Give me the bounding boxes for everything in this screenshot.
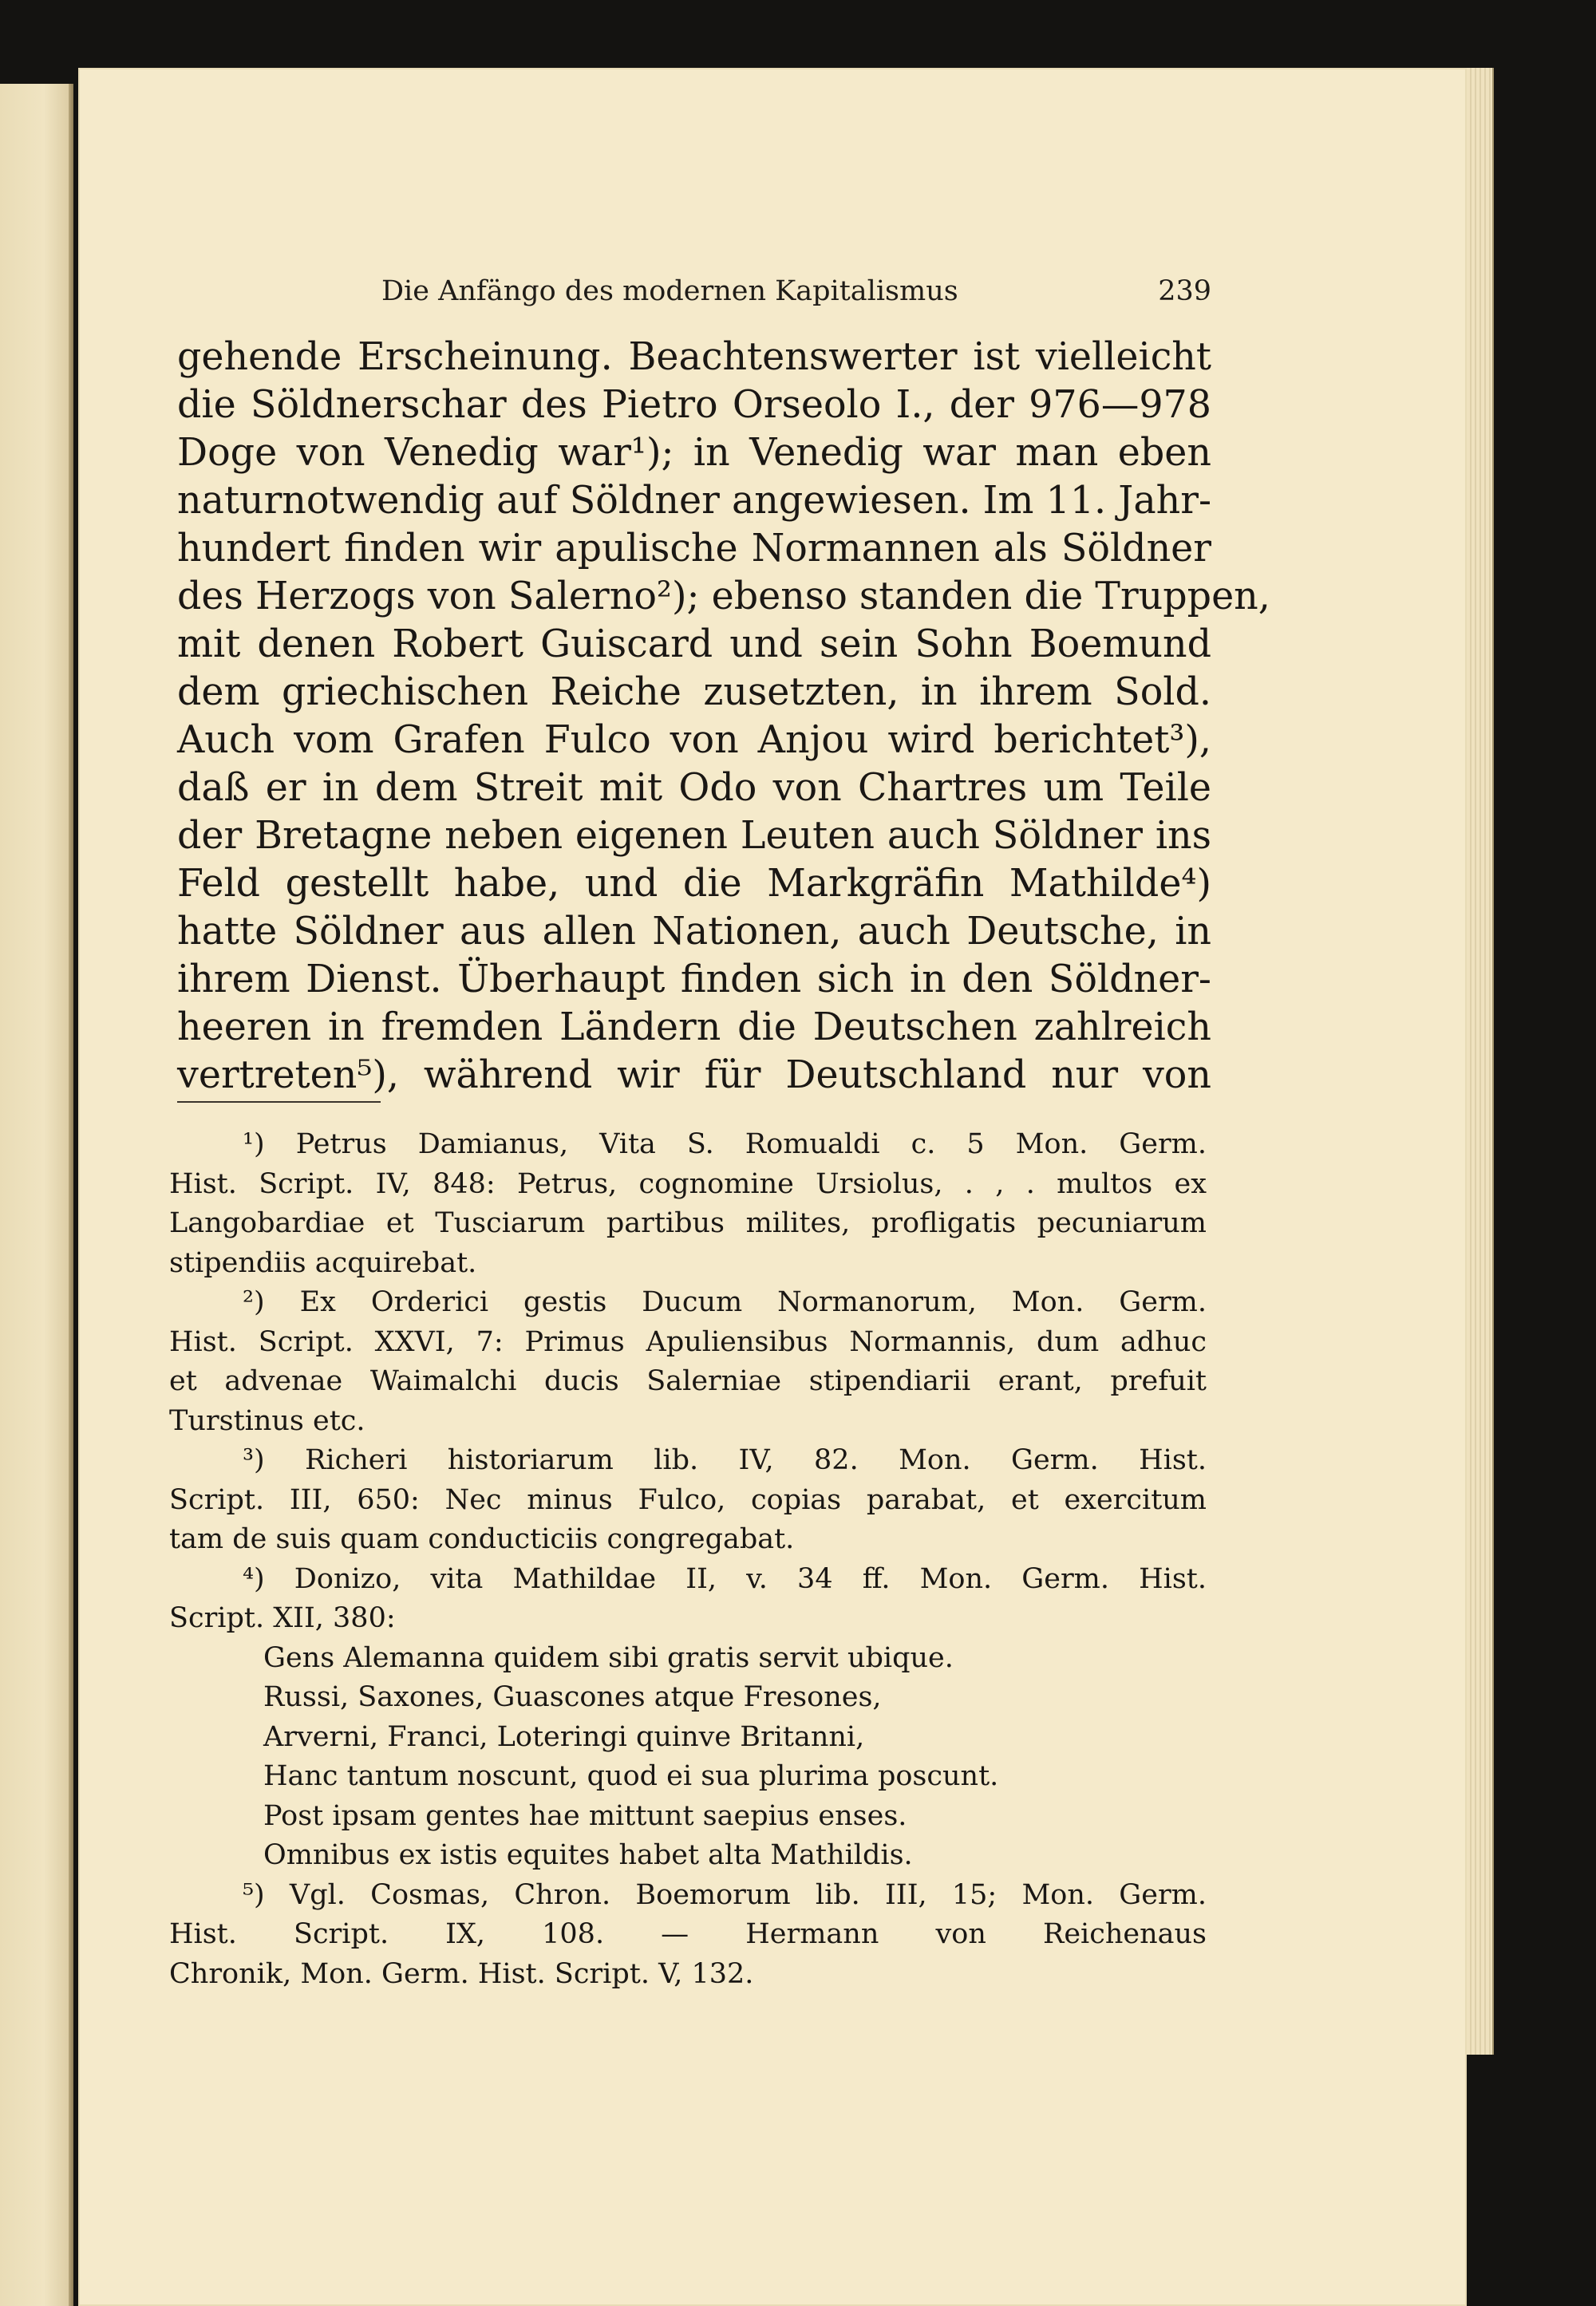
body-line: Feld gestellt habe, und die Markgräfin Mathilde⁴) xyxy=(177,862,1211,906)
page-number: 239 xyxy=(1158,275,1211,307)
body-line: daß er in dem Streit mit Odo von Chartres um Teile xyxy=(177,766,1211,810)
body-line: vertreten⁵), während wir für Deutschland nur von xyxy=(177,1053,1211,1097)
poem-verse: Gens Alemanna quidem sibi gratis servit ubique. xyxy=(263,1641,954,1674)
poem-verse: Arverni, Franci, Loteringi quinve Britanni, xyxy=(263,1720,865,1753)
footnote-line: ²) Ex Orderici gestis Ducum Normanorum, Mon. Germ. xyxy=(243,1286,1207,1318)
footnote-line: Turstinus etc. xyxy=(169,1404,365,1437)
footnote-line: ¹) Petrus Damianus, Vita S. Romualdi c. 5 Mon. Germ. xyxy=(243,1128,1207,1160)
body-line: die Söldnerschar des Pietro Orseolo I., der 976—978 xyxy=(177,383,1211,427)
footnote-line: Script. XII, 380: xyxy=(169,1602,396,1634)
footnote-4 xyxy=(169,1560,1207,1876)
body-line: ihrem Dienst. Überhaupt finden sich in den Söldner- xyxy=(177,958,1211,1001)
body-line: Auch vom Grafen Fulco von Anjou wird berichtet³), xyxy=(177,718,1211,762)
footnote-5 xyxy=(169,1876,1207,1995)
footnote-1 xyxy=(169,1125,1207,1283)
footnote-line: Hist. Script. IX, 108. — Hermann von Reichenaus xyxy=(169,1918,1207,1950)
poem-verse: Russi, Saxones, Guascones atque Fresones, xyxy=(263,1681,882,1713)
footnote-2 xyxy=(169,1283,1207,1441)
footnote-line: Script. III, 650: Nec minus Fulco, copias parabat, et exercitum xyxy=(169,1483,1207,1516)
running-title: Die Anfängo des modernen Kapitalismus xyxy=(381,275,958,307)
poem-verse: Hanc tantum noscunt, quod ei sua plurima poscunt. xyxy=(263,1760,999,1792)
footnote-line: Hist. Script. IV, 848: Petrus, cognomine Ursiolus, . , . multos ex xyxy=(169,1167,1207,1200)
body-line: hundert finden wir apulische Normannen als Söldner xyxy=(177,527,1211,571)
poem-verse: Post ipsam gentes hae mittunt saepius enses. xyxy=(263,1799,907,1832)
previous-page-edge xyxy=(0,84,73,2306)
footnote-line: Langobardiae et Tusciarum partibus milites, profligatis pecuniarum xyxy=(169,1207,1207,1239)
body-line: dem griechischen Reiche zusetzten, in ihrem Sold. xyxy=(177,670,1211,714)
body-line: gehende Erscheinung. Beachtenswerter ist vielleicht xyxy=(177,335,1211,379)
body-line: des Herzogs von Salerno²); ebenso standen die Truppen, xyxy=(177,575,1270,618)
page-fold xyxy=(69,84,73,2306)
body-line: heeren in fremden Ländern die Deutschen zahlreich xyxy=(177,1005,1211,1049)
body-line: der Bretagne neben eigenen Leuten auch Söldner ins xyxy=(177,814,1211,858)
footnote-line: ³) Richeri historiarum lib. IV, 82. Mon. Germ. Hist. xyxy=(243,1444,1207,1476)
body-line: naturnotwendig auf Söldner angewiesen. Im 11. Jahr- xyxy=(177,479,1211,523)
body-line: mit denen Robert Guiscard und sein Sohn Boemund xyxy=(177,622,1211,666)
footnote-line: stipendiis acquirebat. xyxy=(169,1246,477,1279)
footnote-line: Chronik, Mon. Germ. Hist. Script. V, 132. xyxy=(169,1957,754,1990)
footnote-separator xyxy=(177,1101,381,1103)
body-line: Doge von Venedig war¹); in Venedig war man eben xyxy=(177,431,1211,475)
footnote-line: et advenae Waimalchi ducis Salerniae stipendiarii erant, prefuit xyxy=(169,1365,1207,1397)
body-line: hatte Söldner aus allen Nationen, auch Deutsche, in xyxy=(177,910,1211,954)
page-stack-edges xyxy=(1467,68,1494,2055)
footnote-line: Hist. Script. XXVI, 7: Primus Apuliensibus Normannis, dum adhuc xyxy=(169,1325,1207,1358)
body-text xyxy=(177,334,1270,1100)
footnotes xyxy=(169,1125,1207,1994)
running-header xyxy=(381,275,1211,315)
footnote-line: ⁵) Vgl. Cosmas, Chron. Boemorum lib. III, 15; Mon. Germ. xyxy=(243,1878,1207,1911)
footnote-3 xyxy=(169,1441,1207,1560)
footnote-line: tam de suis quam conducticiis congregabat. xyxy=(169,1523,795,1555)
footnote-line: ⁴) Donizo, vita Mathildae II, v. 34 ff. Mon. Germ. Hist. xyxy=(243,1562,1207,1595)
poem-quote xyxy=(169,1639,1207,1876)
poem-verse: Omnibus ex istis equites habet alta Mathildis. xyxy=(263,1839,913,1871)
